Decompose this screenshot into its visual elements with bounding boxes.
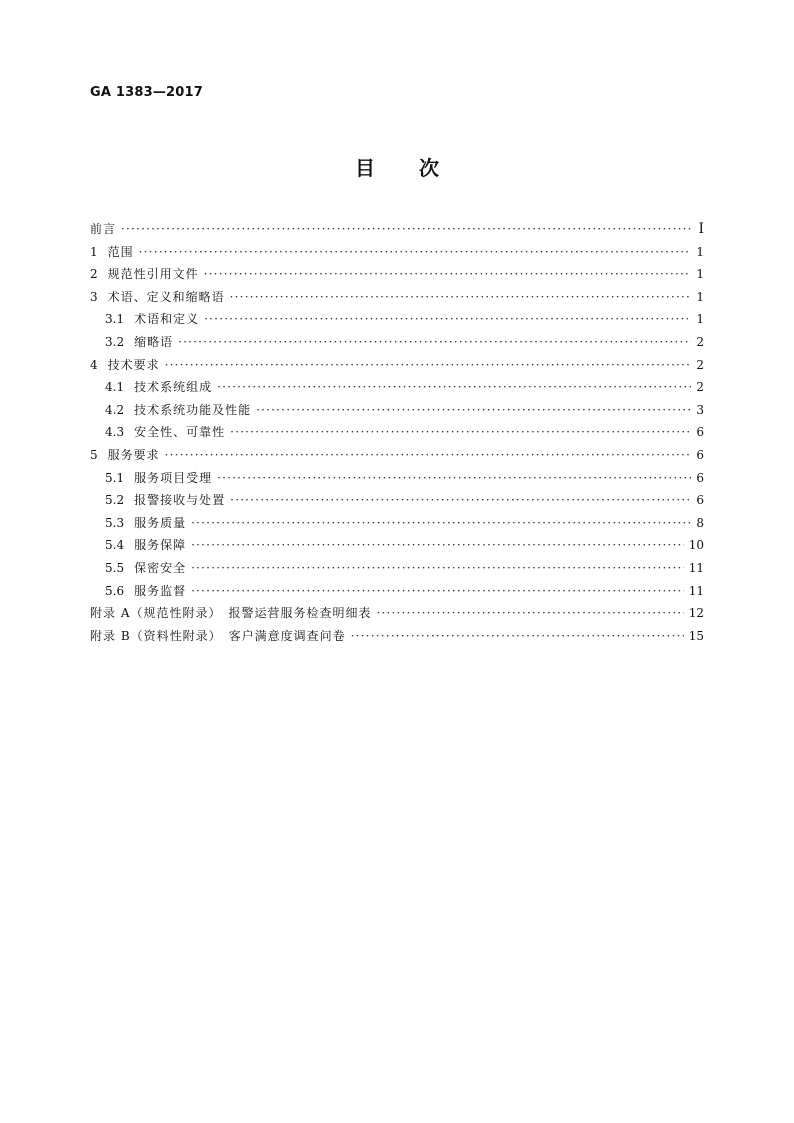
toc-entry-appendix-a[interactable] xyxy=(90,602,704,625)
toc-page-number: 11 xyxy=(688,560,704,575)
toc-entry-text: 服务保障 xyxy=(134,538,187,553)
toc-entry-text: 缩略语 xyxy=(134,334,174,349)
toc-entry-text: 服务质量 xyxy=(134,515,187,530)
toc-leader-dots xyxy=(178,331,691,354)
toc-leader-dots xyxy=(204,263,691,286)
toc-leader-dots xyxy=(376,602,683,625)
toc-leader-dots xyxy=(165,444,691,467)
toc-entry-3-1[interactable] xyxy=(90,308,704,331)
toc-entry-text: 服务项目受理 xyxy=(134,470,213,485)
toc-page-number: 10 xyxy=(688,538,704,553)
toc-page-number: 1 xyxy=(696,267,704,282)
toc-entry-text: 安全性、可靠性 xyxy=(134,425,226,440)
toc-entry-5-5[interactable] xyxy=(90,557,704,580)
toc-leader-dots xyxy=(230,286,691,309)
toc-page-number: 2 xyxy=(696,357,704,372)
toc-leader-dots xyxy=(351,625,684,648)
toc-entry-5-6[interactable] xyxy=(90,580,704,603)
toc-leader-dots xyxy=(191,534,684,557)
toc-entry-1[interactable] xyxy=(90,241,704,264)
toc-entry-text: 规范性引用文件 xyxy=(107,267,199,282)
toc-section-number: 5.6 xyxy=(105,583,125,598)
toc-section-number: 5.5 xyxy=(105,560,125,575)
toc-section-number: 1 xyxy=(90,244,98,259)
toc-entry-text: 术语、定义和缩略语 xyxy=(107,289,225,304)
toc-page-number: 1 xyxy=(696,244,704,259)
toc-leader-dots xyxy=(121,218,691,241)
toc-entry-text: 服务要求 xyxy=(107,447,160,462)
toc-page-number: 6 xyxy=(696,425,704,440)
toc-page-number: 15 xyxy=(688,628,704,643)
toc-entry-4-2[interactable] xyxy=(90,399,704,422)
toc-leader-dots xyxy=(204,308,691,331)
toc-entry-text: 技术系统组成 xyxy=(134,380,213,395)
toc-entry-text: 范围 xyxy=(107,244,134,259)
toc-entry-text: 技术要求 xyxy=(107,357,160,372)
toc-entry-text: 服务监督 xyxy=(134,583,187,598)
toc-leader-dots xyxy=(139,241,691,264)
toc-entry-text: 技术系统功能及性能 xyxy=(134,402,252,417)
toc-entry-5[interactable] xyxy=(90,444,704,467)
toc-page-number: 8 xyxy=(696,515,704,530)
toc-entry-text: 保密安全 xyxy=(134,560,187,575)
toc-page-number: 6 xyxy=(696,447,704,462)
toc-leader-dots xyxy=(217,467,691,490)
toc-entry-5-4[interactable] xyxy=(90,534,704,557)
page-title: 目次 xyxy=(355,156,483,180)
toc-section-number: 3 xyxy=(90,289,98,304)
toc-entry-text: 报警接收与处置 xyxy=(134,493,226,508)
toc-section-number: 5.3 xyxy=(105,515,125,530)
toc-section-number: 5.2 xyxy=(105,493,125,508)
toc-entry-3-2[interactable] xyxy=(90,331,704,354)
toc-entry-foreword[interactable] xyxy=(90,218,704,241)
toc-leader-dots xyxy=(191,557,684,580)
toc-leader-dots xyxy=(230,489,691,512)
toc-page-number: 2 xyxy=(696,334,704,349)
toc-page-number: 12 xyxy=(688,606,704,621)
toc-entry-5-2[interactable] xyxy=(90,489,704,512)
toc-page-number: 6 xyxy=(696,493,704,508)
toc-section-number: 4 xyxy=(90,357,98,372)
toc-section-number: 3.2 xyxy=(105,334,125,349)
toc-entry-3[interactable] xyxy=(90,286,704,309)
toc-leader-dots xyxy=(230,421,691,444)
toc-page-number: 1 xyxy=(696,312,704,327)
toc-page-number: 2 xyxy=(696,380,704,395)
toc-leader-dots xyxy=(191,580,684,603)
toc-entry-text: 术语和定义 xyxy=(134,312,200,327)
toc-entry-4[interactable] xyxy=(90,354,704,377)
toc-entry-text: 附录 A（规范性附录） 报警运营服务检查明细表 xyxy=(90,606,372,621)
toc-entry-text: 附录 B（资料性附录） 客户满意度调查问卷 xyxy=(90,628,346,643)
toc-page-number: 1 xyxy=(696,289,704,304)
toc-section-number: 5 xyxy=(90,447,98,462)
toc-section-number: 2 xyxy=(90,267,98,282)
toc-entry-5-3[interactable] xyxy=(90,512,704,535)
toc-page-number: 6 xyxy=(696,470,704,485)
toc-leader-dots xyxy=(191,512,691,535)
toc-section-number: 4.3 xyxy=(105,425,125,440)
table-of-contents xyxy=(90,218,704,647)
toc-entry-5-1[interactable] xyxy=(90,467,704,490)
toc-leader-dots xyxy=(217,376,691,399)
toc-section-number: 5.1 xyxy=(105,470,125,485)
toc-section-number: 5.4 xyxy=(105,538,125,553)
toc-section-number: 4.1 xyxy=(105,380,125,395)
toc-page-number: 11 xyxy=(688,583,704,598)
toc-page-number: Ⅰ xyxy=(698,221,704,237)
toc-entry-4-3[interactable] xyxy=(90,421,704,444)
toc-entry-appendix-b[interactable] xyxy=(90,625,704,648)
toc-section-number: 3.1 xyxy=(105,312,125,327)
toc-leader-dots xyxy=(256,399,691,422)
toc-entry-4-1[interactable] xyxy=(90,376,704,399)
toc-page-number: 3 xyxy=(696,402,704,417)
toc-entry-2[interactable] xyxy=(90,263,704,286)
toc-leader-dots xyxy=(165,354,691,377)
document-code: GA 1383—2017 xyxy=(90,85,204,100)
toc-entry-text: 前言 xyxy=(90,222,117,236)
toc-section-number: 4.2 xyxy=(105,402,125,417)
